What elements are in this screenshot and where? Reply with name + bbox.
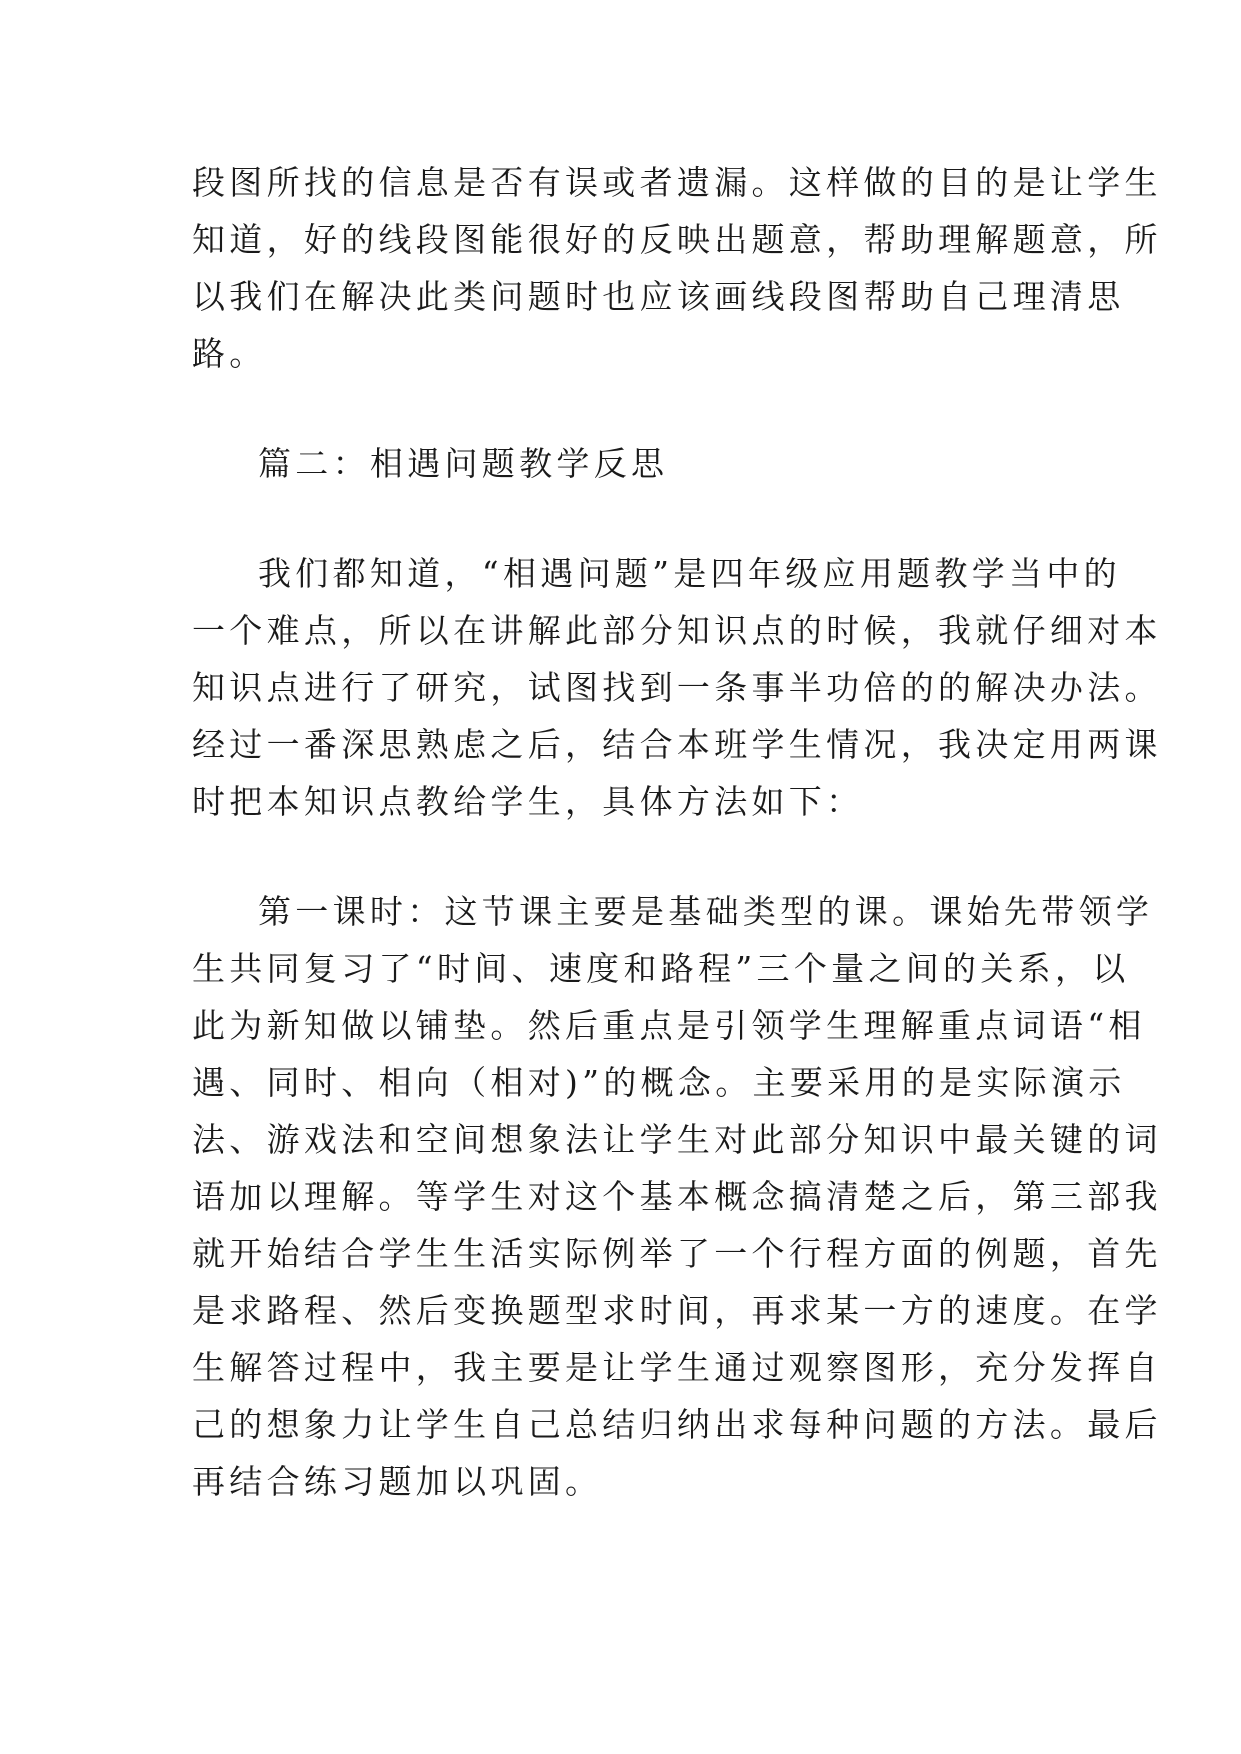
body-text-line: 己的想象力让学生自己总结归纳出求每种问题的方法。最后 (192, 1405, 1162, 1444)
body-text-line: 法、游戏法和空间想象法让学生对此部分知识中最关键的词 (192, 1120, 1162, 1159)
body-text-line: 遇、同时、相向（相对)”的概念。主要采用的是实际演示 (192, 1063, 1126, 1102)
body-text-line: 以我们在解决此类问题时也应该画线段图帮助自己理清思 (192, 277, 1125, 316)
body-text-line: 经过一番深思熟虑之后，结合本班学生情况，我决定用两课 (192, 725, 1162, 764)
body-text-line: 就开始结合学生生活实际例举了一个行程方面的例题，首先 (192, 1234, 1162, 1273)
body-text-line: 知识点进行了研究，试图找到一条事半功倍的的解决办法。 (192, 668, 1162, 707)
body-text-line: 第一课时：这节课主要是基础类型的课。课始先带领学 (258, 892, 1154, 931)
body-text-line: 生解答过程中，我主要是让学生通过观察图形，充分发挥自 (192, 1348, 1162, 1387)
body-text-line: 是求路程、然后变换题型求时间，再求某一方的速度。在学 (192, 1291, 1162, 1330)
section-heading: 篇二：相遇问题教学反思 (258, 444, 669, 483)
body-text-line: 语加以理解。等学生对这个基本概念搞清楚之后，第三部我 (192, 1177, 1162, 1216)
body-text-line: 段图所找的信息是否有误或者遗漏。这样做的目的是让学生 (192, 163, 1162, 202)
body-text-line: 时把本知识点教给学生，具体方法如下： (192, 782, 864, 821)
body-text-line: 此为新知做以铺垫。然后重点是引领学生理解重点词语“相 (192, 1006, 1146, 1045)
body-text-line: 生共同复习了“时间、速度和路程”三个量之间的关系，以 (192, 949, 1130, 988)
body-text-line: 一个难点，所以在讲解此部分知识点的时候，我就仔细对本 (192, 611, 1162, 650)
body-text-line: 我们都知道，“相遇问题”是四年级应用题教学当中的 (258, 554, 1121, 593)
body-text-line: 知道，好的线段图能很好的反映出题意，帮助理解题意，所 (192, 220, 1162, 259)
body-text-line: 路。 (192, 334, 267, 373)
body-text-line: 再结合练习题加以巩固。 (192, 1462, 603, 1501)
